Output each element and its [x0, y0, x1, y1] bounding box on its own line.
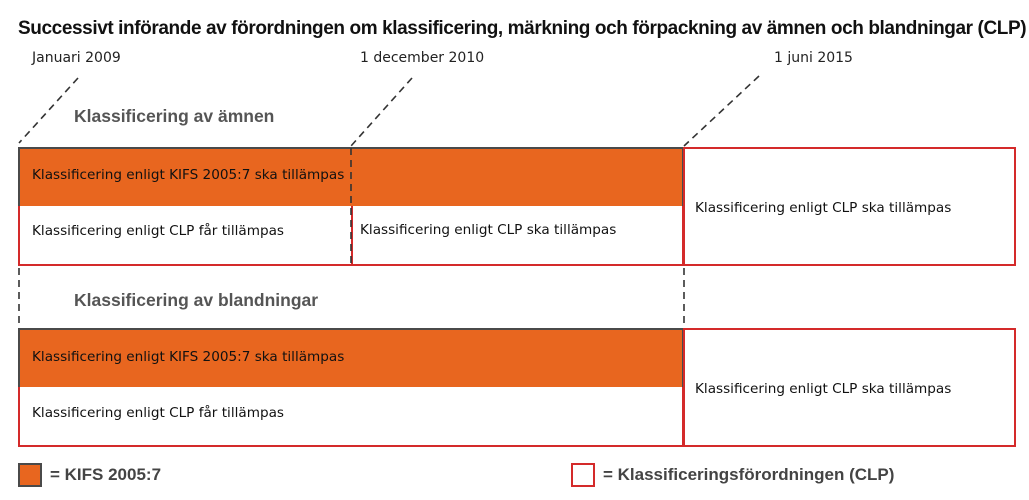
marker-line-2010 [351, 78, 412, 146]
legend-kifs-swatch [18, 463, 42, 487]
substances-clp-required-2010-text: Klassificering enligt CLP ska tillämpas [360, 222, 617, 238]
substances-clp-required-2015-text: Klassificering enligt CLP ska tillämpas [695, 200, 952, 216]
substances-clp-optional-text: Klassificering enligt CLP får tillämpas [32, 223, 284, 239]
legend-clp-label: = Klassificeringsförordningen (CLP) [603, 465, 895, 484]
substances-kifs-text: Klassificering enligt KIFS 2005:7 ska tillämpas [32, 167, 345, 183]
legend-kifs-label: = KIFS 2005:7 [50, 465, 162, 484]
mixtures-clp-required-2015-text: Klassificering enligt CLP ska tillämpas [695, 381, 952, 397]
marker-line-2015 [684, 76, 759, 146]
diagram-title: Successivt införande av förordningen om klassificering, märkning och förpackning av ämnen och blandningar (CLP) [18, 18, 1027, 39]
mixtures-clp-optional-text: Klassificering enligt CLP får tillämpas [32, 405, 284, 421]
legend-clp-swatch [571, 463, 595, 487]
date-label-2015: 1 juni 2015 [774, 50, 853, 66]
section-heading-substances: Klassificering av ämnen [74, 106, 275, 126]
date-label-2009: Januari 2009 [32, 50, 121, 66]
marker-line-2009 [19, 78, 78, 143]
date-label-2010: 1 december 2010 [360, 50, 485, 66]
section-heading-mixtures: Klassificering av blandningar [74, 290, 319, 310]
mixtures-kifs-text: Klassificering enligt KIFS 2005:7 ska tillämpas [32, 349, 345, 365]
